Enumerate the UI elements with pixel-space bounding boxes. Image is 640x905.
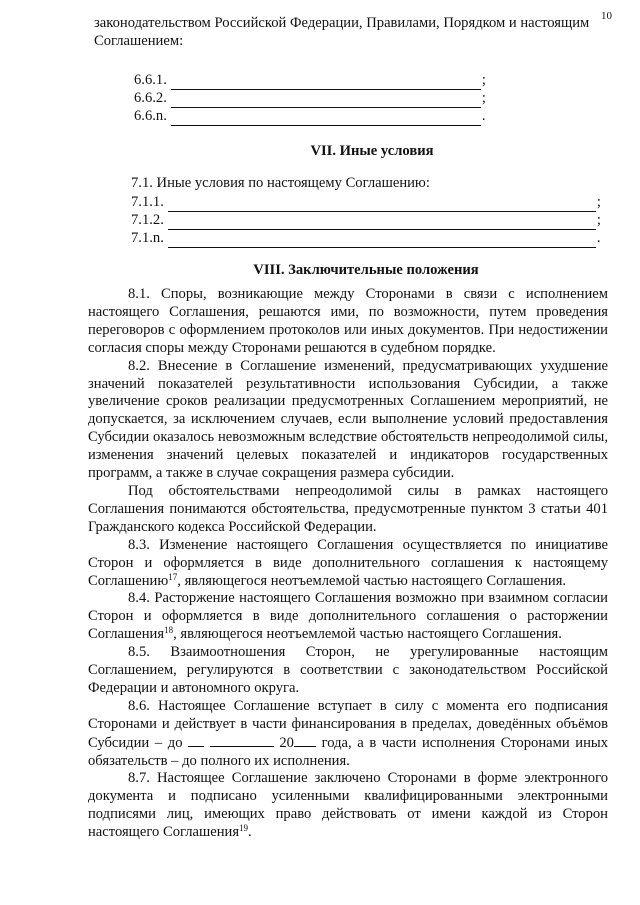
blank-line-6-6-n: 6.6.n. . xyxy=(134,108,486,124)
page-number: 10 xyxy=(601,10,612,22)
paragraph-force-majeure: Под обстоятельствами непреодолимой силы в рамках настоящего Соглашения понимаются обстоятельства, предусмотренные пунктом 3 статьи 401 Гражданского кодекса Российской Федерации. xyxy=(88,482,608,535)
paragraph-8-7: 8.7. Настоящее Соглашение заключено Сторонами в форме электронного документа и подписано усиленными квалифицированными электронными подписями лиц, имеющих право действовать от имени каждой из Сторон настоящего Соглашения$^{19}$. xyxy=(88,770,608,841)
footnote-ref-19: 19 xyxy=(239,823,249,834)
section-8-heading: VIII. Заключительные положения xyxy=(253,262,479,278)
section-7-heading: VII. Иные условия xyxy=(310,143,434,159)
blank-line-6-6-1: 6.6.1. ; xyxy=(134,72,486,88)
footnote-ref-17: 17 xyxy=(168,571,178,582)
footnote-ref-18: 18 xyxy=(164,625,174,636)
section-8-body xyxy=(88,286,608,842)
paragraph-8-5: 8.5. Взаимоотношения Сторон, не урегулированные настоящим Соглашением, регулируются в соответствии с законодательством Российской Федерации и автономного округа. xyxy=(88,644,608,696)
continuation-text: законодательством Российской Федерации, Правилами, Порядком и настоящим Соглашением: xyxy=(94,15,590,49)
paragraph-8-4: 8.4. Расторжение настоящего Соглашения возможно при взаимном согласии Сторон и оформляется в виде дополнительного соглашения о расторжении Соглашения$^{18}$, являющегося неотъемлемой частью настоящего Соглашения. xyxy=(88,590,608,643)
blank-line-7-1-2: 7.1.2. ; xyxy=(131,212,601,228)
blank-line-7-1-1: 7.1.1. ; xyxy=(131,194,601,210)
blank-line-6-6-2: 6.6.2. ; xyxy=(134,90,486,106)
paragraph-8-3: 8.3. Изменение настоящего Соглашения осуществляется по инициативе Сторон и оформляется в виде дополнительного соглашения к настоящему Соглашению$^{17}$, являющегося неотъемлемой частью настоящего Соглашения. xyxy=(88,536,608,589)
paragraph-8-1: 8.1. Споры, возникающие между Сторонами в связи с исполнением настоящего Соглашения, решаются ими, по возможности, путем проведения переговоров с оформлением протоколов или иных документов. При недостижении согласия споры между Сторонами решаются в судебном порядке. xyxy=(88,286,608,356)
paragraph-8-2: 8.2. Внесение в Соглашение изменений, предусматривающих ухудшение значений показателей результативности использования Субсидии, а также увеличение сроков реализации предусмотренных Соглашением мероприятий, не допускается, за исключением случаев, если выполнение условий предоставления Субсидии оказалось невозможным вследствие обстоятельств непреодолимой силы, изменения значений целевых показателей и индикаторов государственных программ, а также в случае сокращения размера субсидии. xyxy=(88,357,608,482)
blank-line-7-1-n: 7.1.n. . xyxy=(131,230,601,246)
section-7-1-text: 7.1. Иные условия по настоящему Соглашению: xyxy=(131,175,430,191)
paragraph-8-6: 8.6. Настоящее Соглашение вступает в силу с момента его подписания Сторонами и действует в части финансирования в пределах, доведённых объёмов Субсидии – до 20 года, а в части исполнения Сторонами иных обязательств – до полного их исполнения. xyxy=(88,697,608,769)
